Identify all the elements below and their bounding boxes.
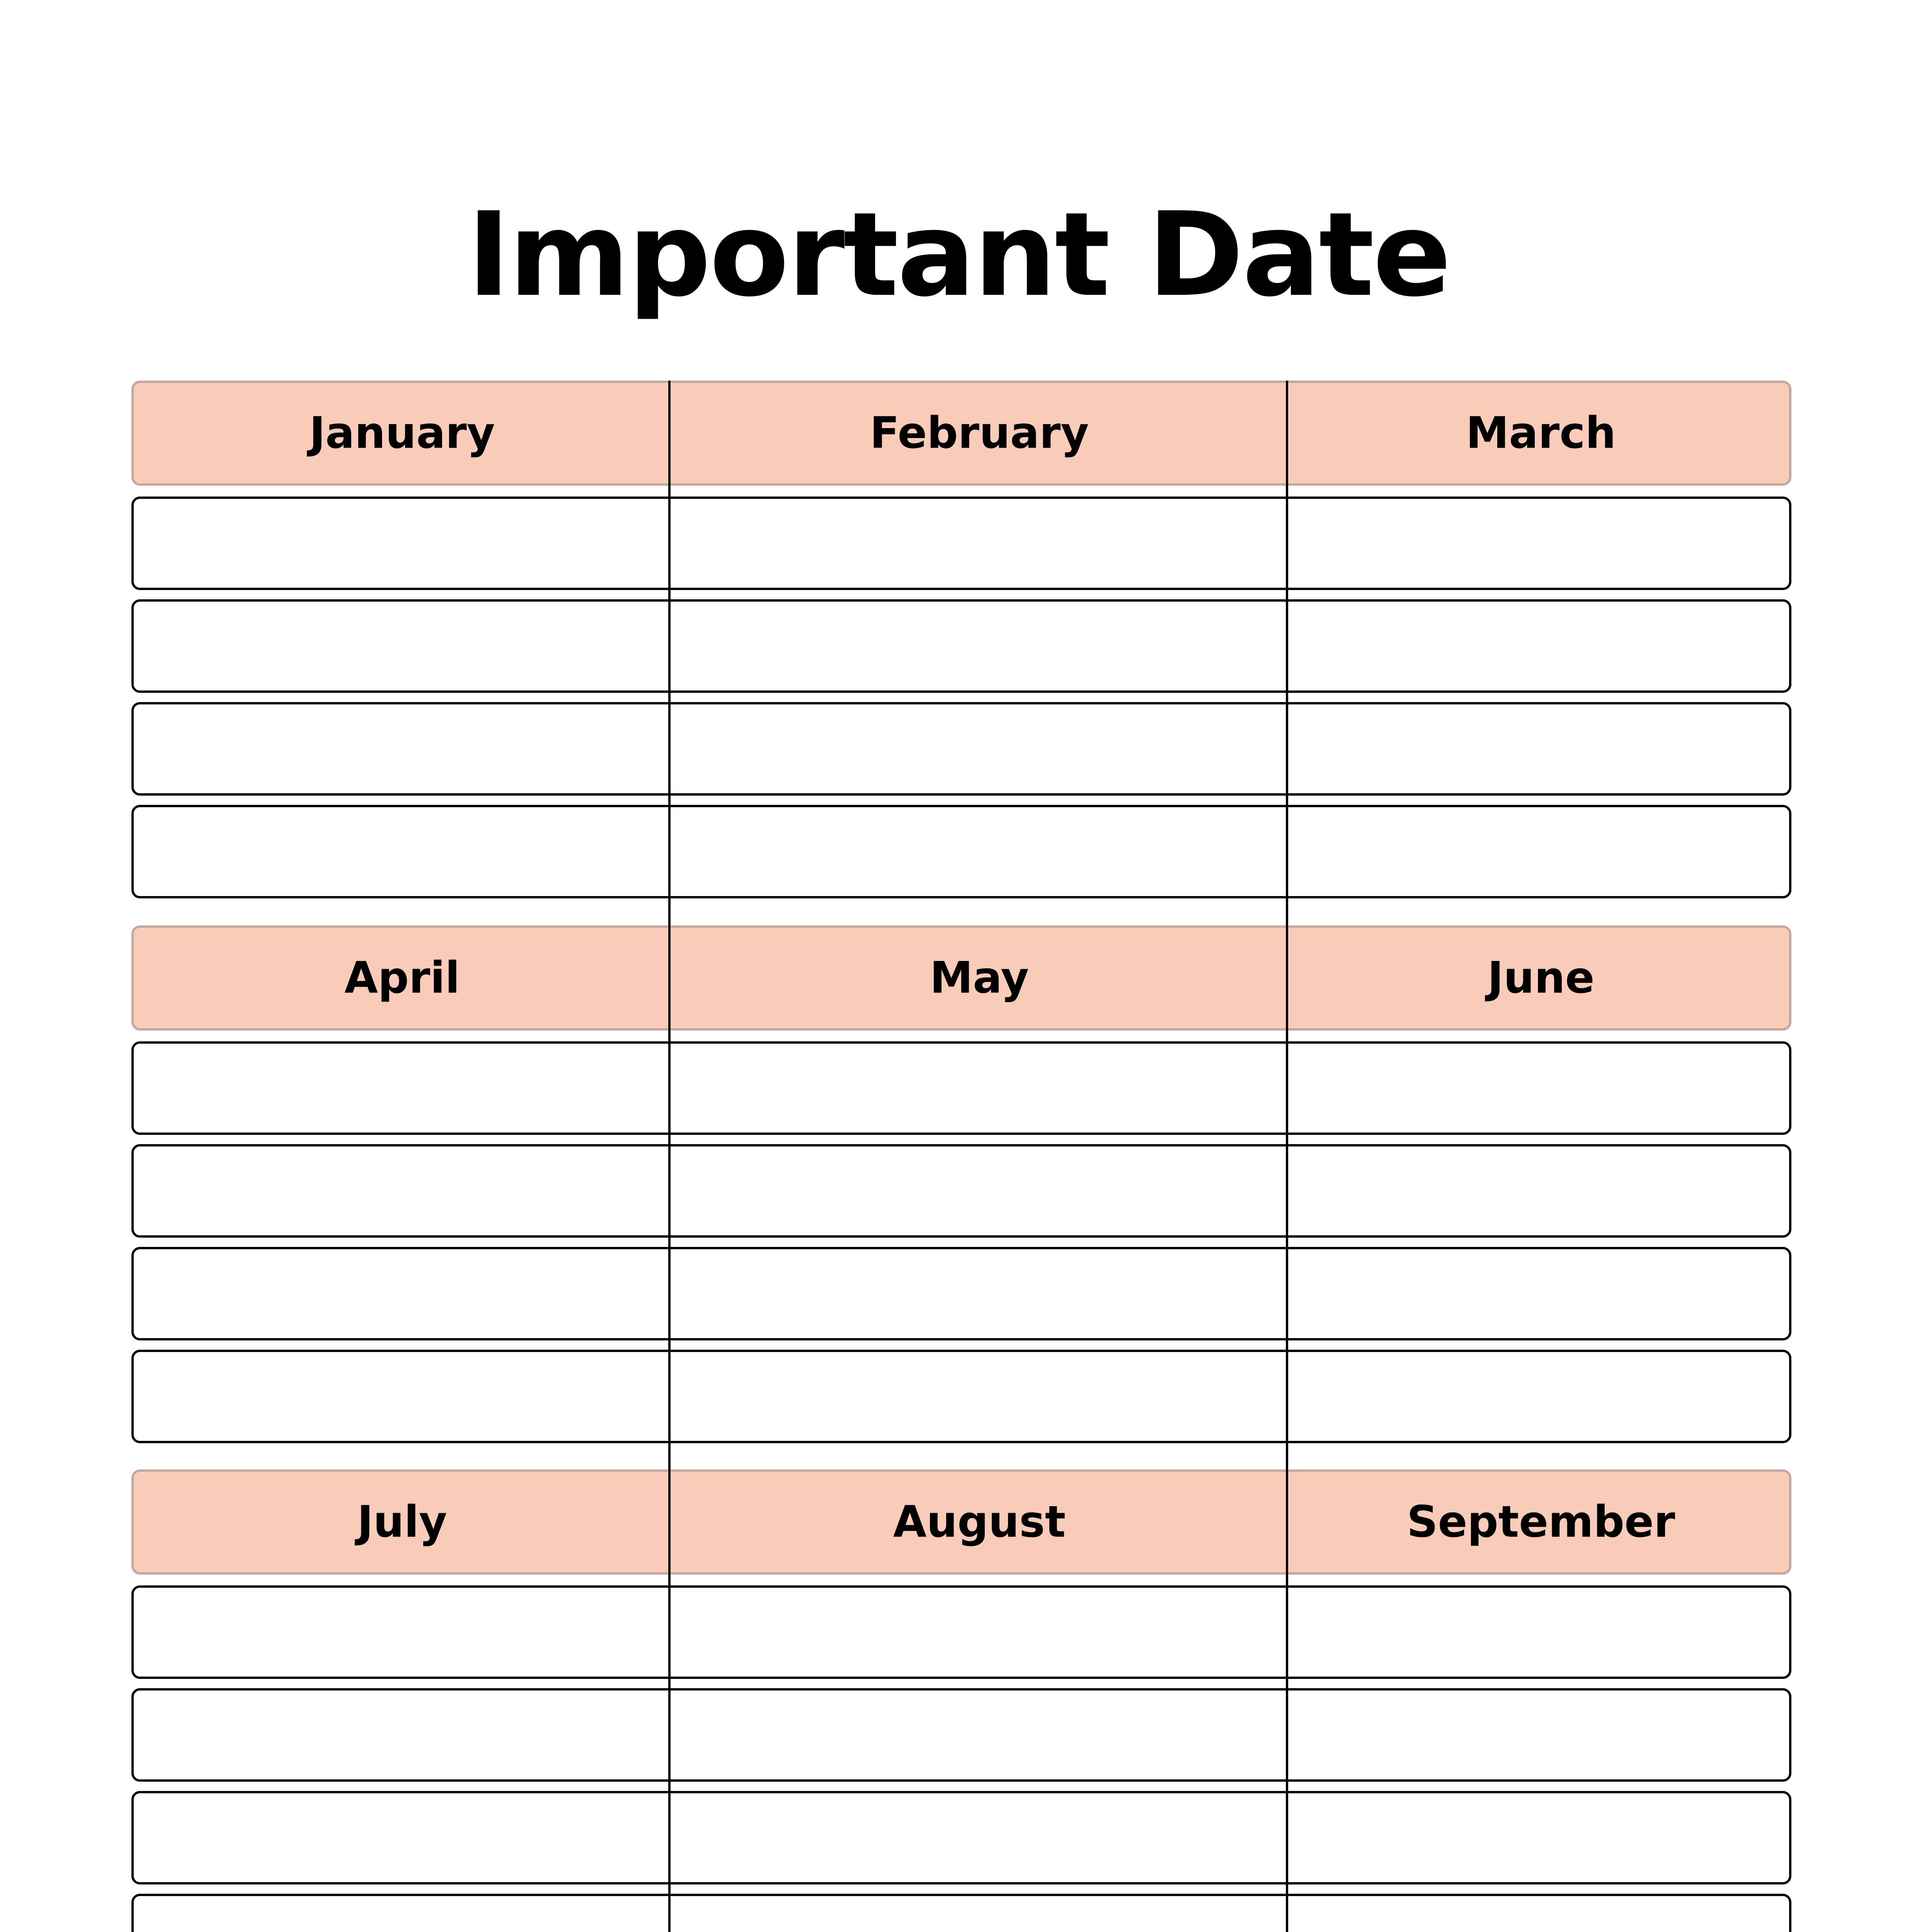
date-entry-row[interactable] bbox=[131, 1585, 1791, 1679]
date-entry-row[interactable] bbox=[131, 1247, 1791, 1340]
month-header: May bbox=[930, 953, 1029, 1003]
date-entry-row[interactable] bbox=[131, 599, 1791, 693]
date-entry-row[interactable] bbox=[131, 1894, 1791, 1932]
month-header: August bbox=[893, 1497, 1066, 1547]
date-entry-row[interactable] bbox=[131, 497, 1791, 590]
month-header: January bbox=[309, 408, 495, 458]
month-header: June bbox=[1487, 953, 1595, 1003]
date-entry-row[interactable] bbox=[131, 702, 1791, 796]
month-header: February bbox=[870, 408, 1089, 458]
month-header: March bbox=[1466, 408, 1616, 458]
month-header-row bbox=[131, 1469, 1791, 1575]
important-dates-grid bbox=[131, 381, 1791, 1932]
page-title: Important Date bbox=[467, 187, 1450, 322]
date-entry-row[interactable] bbox=[131, 1144, 1791, 1238]
date-entry-row[interactable] bbox=[131, 1350, 1791, 1443]
date-entry-row[interactable] bbox=[131, 1041, 1791, 1135]
column-divider bbox=[668, 381, 671, 1932]
month-header: July bbox=[357, 1497, 447, 1547]
date-entry-row[interactable] bbox=[131, 1791, 1791, 1884]
date-entry-row[interactable] bbox=[131, 805, 1791, 898]
month-header: April bbox=[344, 953, 460, 1003]
month-header-row bbox=[131, 925, 1791, 1031]
month-header: September bbox=[1406, 1497, 1675, 1547]
column-divider bbox=[1286, 381, 1288, 1932]
date-entry-row[interactable] bbox=[131, 1688, 1791, 1782]
month-header-row bbox=[131, 381, 1791, 486]
